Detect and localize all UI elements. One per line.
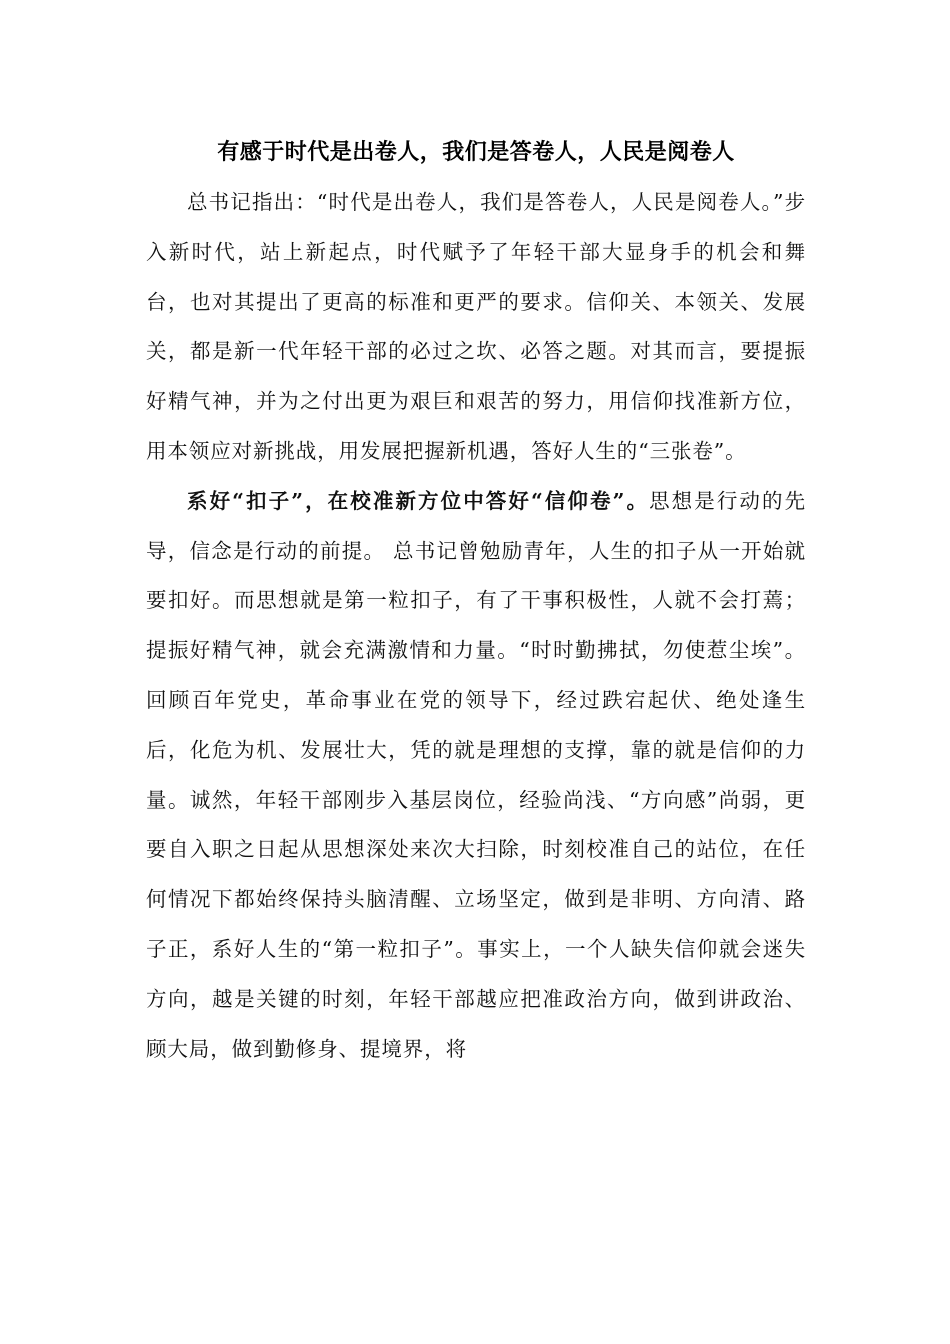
paragraph-intro — [146, 178, 806, 477]
paragraph-belief — [146, 477, 806, 1075]
paragraph-lead: 系好“扣子”，在校准新方位中答好“信仰卷”。 — [187, 488, 650, 513]
paragraph-body: 思想是行动的先导，信念是行动的前提。 总书记曾勉励青年，人生的扣子从一开始就要扣好。而思想就是第一粒扣子，有了干事积极性，人就不会打蔫；提振好精气神，就会充满激情和力量。“时时勤拂拭，勿使惹尘埃”。回顾百年党史，革命事业在党的领导下，经过跌宕起伏、绝处逢生后，化危为机、发展壮大，凭的就是理想的支撑，靠的就是信仰的力量。诚然，年轻干部刚步入基层岗位，经验尚浅、“方向感”尚弱，更要自入职之日起从思想深处来次大扫除，时刻校准自己的站位，在任何情况下都始终保持头脑清醒、立场坚定，做到是非明、方向清、路子正，系好人生的“第一粒扣子”。事实上，一个人缺失信仰就会迷失方向，越是关键的时刻，年轻干部越应把准政治方向，做到讲政治、顾大局，做到勤修身、提境界，将 — [146, 488, 806, 1061]
paragraph-body: 总书记指出：“时代是出卷人，我们是答卷人，人民是阅卷人。”步入新时代，站上新起点，时代赋予了年轻干部大显身手的机会和舞台，也对其提出了更高的标准和更严的要求。信仰关、本领关、发展关，都是新一代年轻干部的必过之坎、必答之题。对其而言，要提振好精气神，并为之付出更为艰巨和艰苦的努力，用信仰找准新方位，用本领应对新挑战，用发展把握新机遇，答好人生的“三张卷”。 — [146, 190, 806, 463]
document-page — [146, 128, 806, 1074]
document-title: 有感于时代是出卷人，我们是答卷人，人民是阅卷人 — [217, 140, 735, 165]
